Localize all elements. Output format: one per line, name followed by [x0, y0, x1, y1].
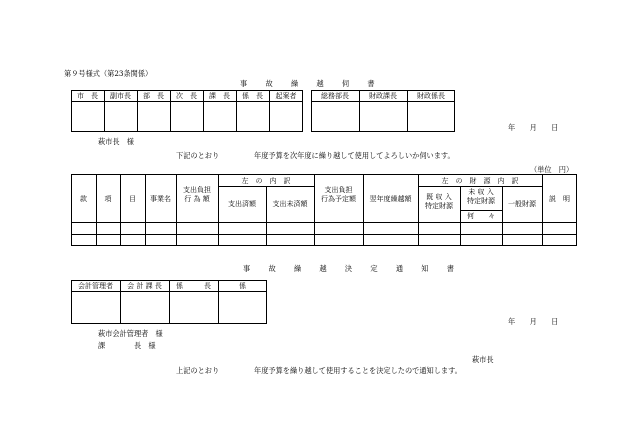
body-text-2-prefix: 上記のとおり — [176, 366, 220, 375]
notice-title: 事 故 繰 越 決 定 通 知 書 — [243, 264, 462, 273]
divider — [542, 174, 543, 246]
body-text-2: 年度予算を繰り越して使用することを決定したので通知します。 — [254, 366, 462, 375]
approval-header-accounting-manager: 会計管理者 — [78, 282, 113, 290]
approval-header-vice-mayor: 副市長 — [110, 92, 131, 100]
divider — [266, 186, 267, 246]
approval-header-accounting-chief: 会 計 課 長 — [127, 282, 162, 290]
divider — [418, 186, 542, 187]
sender: 萩市長 — [472, 355, 494, 364]
body-text-1: 年度予算を次年度に繰り越して使用してよろしいか伺います。 — [254, 151, 455, 160]
approval-header-accounting-subchief: 係 長 — [176, 282, 211, 290]
approval-header-section-chief: 課 長 — [209, 92, 230, 100]
col-breakdown-header: 左 の 内 訳 — [241, 177, 291, 185]
body-text-1-prefix: 下記のとおり — [176, 151, 220, 160]
col-unreceived-specific-funds: 未 収 入 特定財源 — [467, 188, 495, 205]
divider — [96, 174, 97, 246]
approval-header-accounting-staff: 係 — [239, 282, 246, 290]
col-moku: 目 — [129, 195, 136, 203]
approval-header-subsection-chief: 係 長 — [242, 92, 263, 100]
divider — [120, 174, 121, 246]
col-unpaid-amount: 支出未済額 — [272, 200, 308, 208]
form-number: 第９号様式（第23条関係） — [64, 69, 153, 78]
divider — [314, 174, 315, 246]
divider — [311, 101, 455, 102]
divider — [176, 174, 177, 246]
col-nannan: 何 々 — [467, 212, 495, 220]
addressee: 萩市長 様 — [98, 137, 134, 146]
approval-header-mayor: 市 長 — [77, 92, 98, 100]
col-explanation: 説 明 — [549, 195, 570, 203]
date-line: 年 月 日 — [508, 123, 559, 132]
col-funding-breakdown-header: 左 の 財 源 内 訳 — [441, 177, 519, 185]
divider — [363, 174, 364, 246]
addressee-2a: 萩市会計管理者 様 — [98, 329, 163, 338]
col-kan: 款 — [80, 195, 87, 203]
col-commitment-amount: 支出負担 行 為 額 — [183, 186, 211, 203]
divider — [502, 186, 503, 246]
col-next-year-carryover: 翌年度繰越額 — [369, 195, 412, 203]
page-title: 事 故 繰 越 伺 書 — [240, 79, 383, 88]
unit-label: （単位 円） — [530, 165, 574, 174]
approval-header-general-affairs: 総務部長 — [321, 92, 349, 100]
date-line-2: 年 月 日 — [508, 317, 559, 326]
approval-header-finance-chief: 財政課長 — [369, 92, 397, 100]
col-paid-amount: 支出済額 — [228, 200, 256, 208]
addressee-2b: 課 長 様 — [98, 341, 156, 350]
col-kou: 項 — [104, 195, 112, 203]
divider — [460, 210, 502, 211]
col-project-name: 事業名 — [150, 195, 171, 203]
col-general-funds: 一般財源 — [508, 200, 536, 208]
approval-header-director: 部 長 — [143, 92, 164, 100]
col-planned-commitment: 支出負担 行為予定額 — [321, 186, 356, 203]
col-received-specific-funds: 既 収 入 特定財源 — [425, 193, 453, 210]
approval-header-drafter: 起案者 — [275, 92, 297, 100]
approval-header-finance-subchief: 財政係長 — [417, 92, 445, 100]
divider — [145, 174, 146, 246]
approval-header-deputy: 次 長 — [176, 92, 197, 100]
